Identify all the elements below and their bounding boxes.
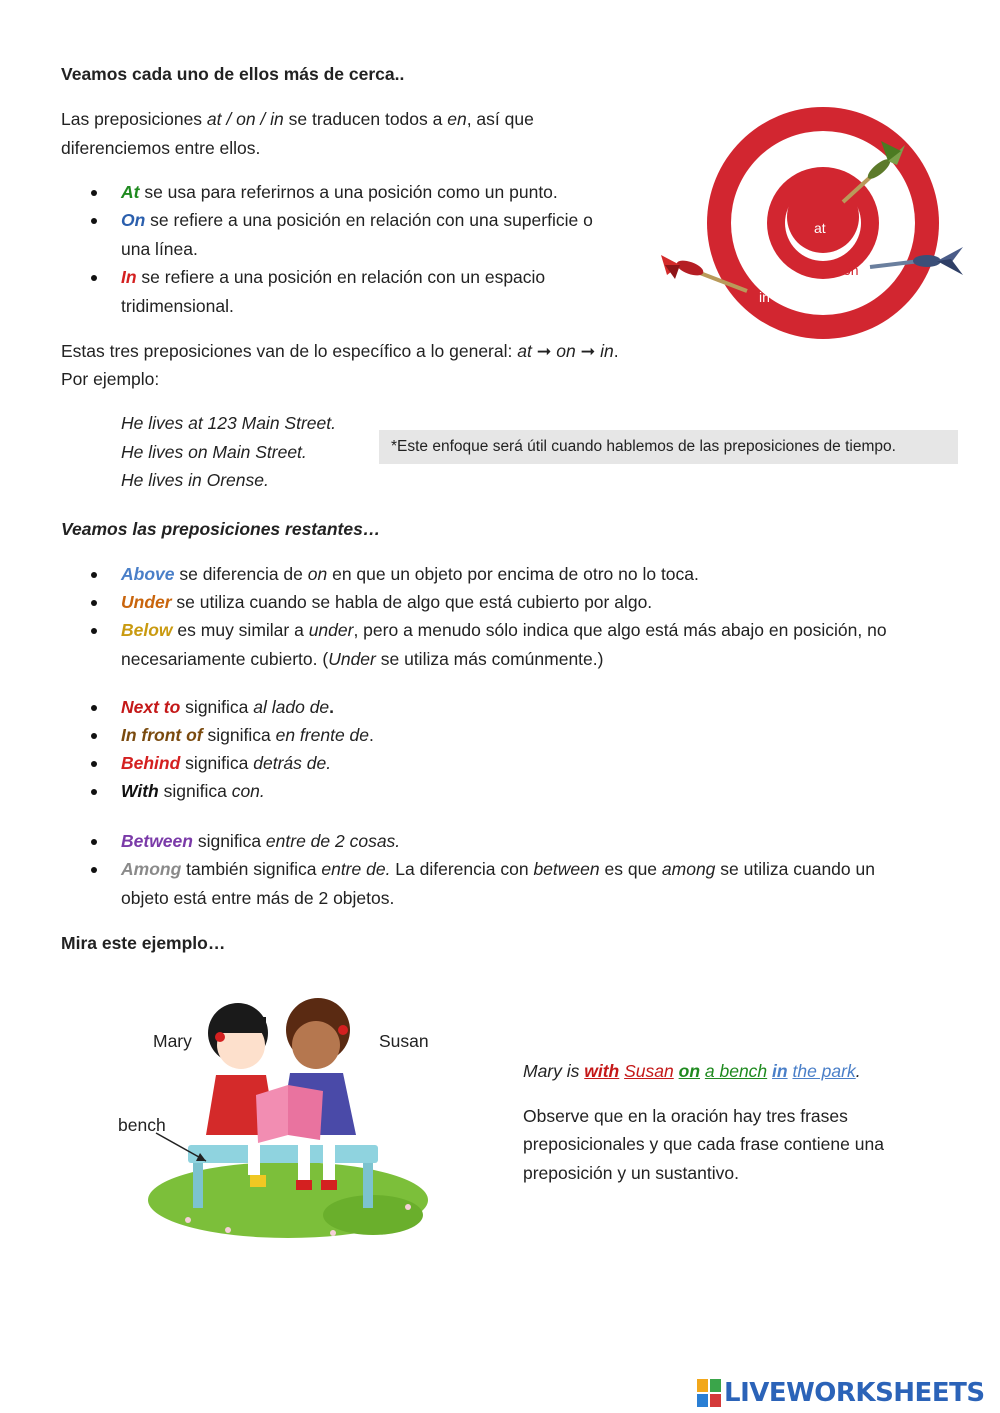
example-at: He lives at 123 Main Street. (121, 413, 336, 433)
explanation-line-1: Observe que en la oración hay tres frases (523, 1106, 848, 1126)
example-on: He lives on Main Street. (121, 442, 307, 462)
bullet-below-line-2: necesariamente cubierto. (Under se utiliza más comúnmente.) (121, 649, 604, 669)
label-bench: bench (118, 1115, 166, 1135)
bullet-on: On se refiere a una posición en relación con una superficie o (121, 210, 593, 230)
bullet-dot (91, 600, 97, 606)
note-box: *Este enfoque será útil cuando hablemos de las preposiciones de tiempo. (379, 430, 958, 464)
bullet-dot (91, 867, 97, 873)
bullet-below: Below es muy similar a under, pero a menudo sólo indica que algo está más abajo en posición, no (121, 620, 887, 640)
for-example-line: Por ejemplo: (61, 369, 160, 389)
heading-remaining: Veamos las preposiciones restantes… (61, 519, 381, 539)
dartboard-illustration (655, 105, 975, 345)
example-sentence: Mary is with Susan on a bench in the park. (523, 1061, 861, 1081)
specific-general-line: Estas tres preposiciones van de lo específico a lo general: at ➞ on ➞ in. (61, 341, 619, 361)
bullet-with: With significa con. (121, 781, 265, 801)
bullet-dot (91, 733, 97, 739)
book-icon (256, 1085, 288, 1143)
example-in: He lives in Orense. (121, 470, 269, 490)
target-bullseye (787, 181, 859, 253)
bullet-dot (91, 789, 97, 795)
bullet-dot (91, 628, 97, 634)
bullet-at: At se usa para referirnos a una posición como un punto. (121, 182, 558, 202)
girls-on-bench-illustration (138, 985, 438, 1250)
bullet-in: In se refiere a una posición en relación con un espacio (121, 267, 546, 287)
intro-line-2: diferenciemos entre ellos. (61, 138, 261, 158)
bullet-between: Between significa entre de 2 cosas. (121, 831, 401, 851)
bullet-dot (91, 839, 97, 845)
heading-example: Mira este ejemplo… (61, 933, 226, 953)
target-label-at: at (814, 220, 826, 236)
bullet-in-line-2: tridimensional. (121, 296, 234, 316)
liveworksheets-logo: LIVEWORKSHEETS (697, 1378, 985, 1408)
bullet-dot (91, 190, 97, 196)
logo-grid-icon (697, 1379, 721, 1407)
explanation-line-3: preposición y un sustantivo. (523, 1163, 739, 1183)
label-susan: Susan (379, 1031, 429, 1051)
bullet-dot (91, 572, 97, 578)
bullet-in-front-of: In front of significa en frente de. (121, 725, 374, 745)
bullet-among: Among también significa entre de. La diferencia con between es que among se utiliza cuando un (121, 859, 875, 879)
bullet-next-to: Next to significa al lado de. (121, 697, 335, 717)
bullet-dot (91, 761, 97, 767)
bullet-among-line-2: objeto está entre más de 2 objetos. (121, 888, 395, 908)
bullet-under: Under se utiliza cuando se habla de algo que está cubierto por algo. (121, 592, 653, 612)
heading-closer-look: Veamos cada uno de ellos más de cerca.. (61, 64, 405, 84)
target-label-on: on (843, 262, 859, 278)
bullet-dot (91, 275, 97, 281)
intro-line-1: Las preposiciones at / on / in se traducen todos a en, así que (61, 109, 534, 129)
bullet-above: Above se diferencia de on en que un objeto por encima de otro no lo toca. (121, 564, 699, 584)
bullet-behind: Behind significa detrás de. (121, 753, 332, 773)
label-mary: Mary (153, 1031, 192, 1051)
bullet-on-line-2: una línea. (121, 239, 198, 259)
explanation-line-2: preposicionales y que cada frase contiene una (523, 1134, 884, 1154)
target-label-in: in (759, 289, 770, 305)
bullet-dot (91, 705, 97, 711)
bullet-dot (91, 218, 97, 224)
